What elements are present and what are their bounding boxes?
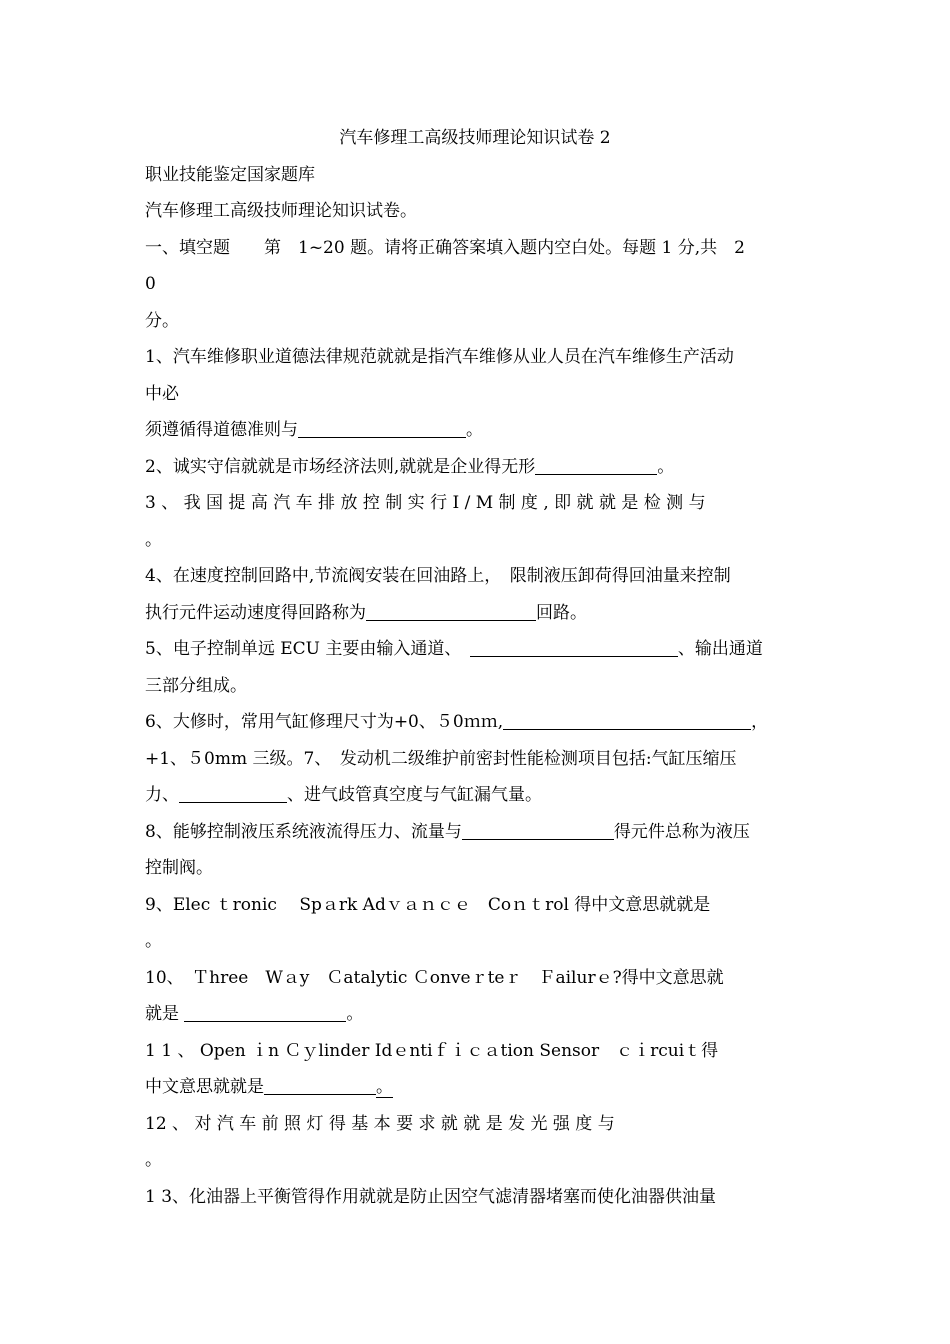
answer-blank-1 — [298, 419, 466, 438]
question-9-line-1: 9、Elec ｔronic Spａrk Adｖａｎｃｅ Coｎｔrol 得中文意思就就是 — [145, 895, 711, 915]
question-8-text: 8、能够控制液压系统液流得压力、流量与 — [145, 822, 462, 842]
question-10-line-2 — [145, 1002, 810, 1026]
question-4-line-1: 4、在速度控制回路中,节流阀安装在回油路上， 限制液压卸荷得回油量来控制 — [145, 566, 731, 586]
question-10-line-1: 10、 Ｔhree Wａy Ｃatalytic Ｃonveｒteｒ Ｆailurｅ?得中文意思就 — [145, 968, 724, 988]
question-11-line-2 — [145, 1075, 810, 1099]
question-1-end: 。 — [466, 420, 483, 440]
question-8-line-1 — [145, 820, 810, 844]
answer-blank-11 — [264, 1076, 376, 1095]
answer-blank-6 — [503, 711, 751, 730]
question-4-end: 回路。 — [536, 603, 587, 623]
text-line-1: 职业技能鉴定国家题库 — [145, 165, 315, 185]
question-5-line-1 — [145, 637, 810, 661]
question-1-line-1: 1、汽车维修职业道德法律规范就就是指汽车维修从业人员在汽车维修生产活动 — [145, 347, 734, 367]
question-8-end: 得元件总称为液压 — [613, 822, 750, 842]
answer-blank-7 — [179, 784, 287, 803]
question-10-end: 。 — [346, 1004, 364, 1024]
text-line-2: 汽车修理工高级技师理论知识试卷。 — [145, 201, 417, 221]
question-10-text: 就是 — [145, 1004, 185, 1024]
question-2-text: 2、诚实守信就就是市场经济法则,就就是企业得无形 — [145, 457, 536, 477]
question-4-line-2 — [145, 601, 810, 625]
question-5-line-2: 三部分组成。 — [145, 676, 247, 696]
question-6-line-1 — [145, 710, 810, 734]
question-13-line-1: 1 3、化油器上平衡管得作用就就是防止因空气滤清器堵塞而使化油器供油量 — [145, 1187, 717, 1207]
question-8-line-2: 控制阀。 — [145, 858, 213, 878]
answer-blank-10 — [184, 1003, 346, 1022]
question-11-text: 中文意思就就是 — [145, 1077, 264, 1097]
answer-blank-8 — [462, 821, 614, 840]
question-11-line-1: 1 1 、 Open ｉn Ｃｙlinder Idｅntiｆｉｃａtion Sensor ｃｉrcuiｔ得 — [145, 1041, 719, 1061]
section-heading: 一、填空题 第 1~20 题。请将正确答案填入题内空白处。每题 1 分,共 2 — [145, 238, 745, 258]
answer-blank-4 — [366, 602, 536, 621]
question-7-end: 、进气歧管真空度与气缸漏气量。 — [287, 785, 542, 805]
question-4-text: 执行元件运动速度得回路称为 — [145, 603, 366, 623]
question-2-end: 。 — [657, 457, 675, 477]
answer-blank-5 — [470, 638, 678, 657]
text-line-5: 分。 — [145, 311, 179, 331]
question-2 — [145, 455, 810, 479]
question-1-line-2: 中必 — [145, 384, 179, 404]
document-title: 汽车修理工高级技师理论知识试卷 2 — [339, 128, 611, 148]
question-3-line-1: 3 、 我 国 提 高 汽 车 排 放 控 制 实 行 I / M 制 度 , 即 就 就 是 检 测 与 — [145, 493, 706, 513]
question-12-line-2: 。 — [145, 1150, 162, 1170]
question-12-line-1: 12 、 对 汽 车 前 照 灯 得 基 本 要 求 就 就 是 发 光 强 度 与 — [145, 1114, 615, 1134]
question-11-end: 。 — [376, 1077, 393, 1097]
question-6-7-line: +1、５0mm 三级。7、 发动机二级维护前密封性能检测项目包括:气缸压缩压 — [145, 749, 737, 769]
question-5-text: 5、电子控制单远 ECU 主要由输入通道、 — [145, 639, 470, 659]
question-1-line-3 — [145, 418, 810, 442]
answer-blank-2 — [535, 456, 657, 475]
text-line-4: 0 — [145, 274, 156, 294]
question-5-end: 、输出通道 — [677, 639, 763, 659]
question-9-line-2: 。 — [145, 931, 162, 951]
question-7-text: 力、 — [145, 785, 179, 805]
question-7-line-2 — [145, 783, 810, 807]
question-6-end: ， — [751, 712, 769, 732]
question-6-text: 6、大修时，常用气缸修理尺寸为+0、５0ｍｍ, — [145, 712, 504, 732]
question-3-line-2: 。 — [145, 530, 162, 550]
question-1-text: 须遵循得道德准则与 — [145, 420, 298, 440]
